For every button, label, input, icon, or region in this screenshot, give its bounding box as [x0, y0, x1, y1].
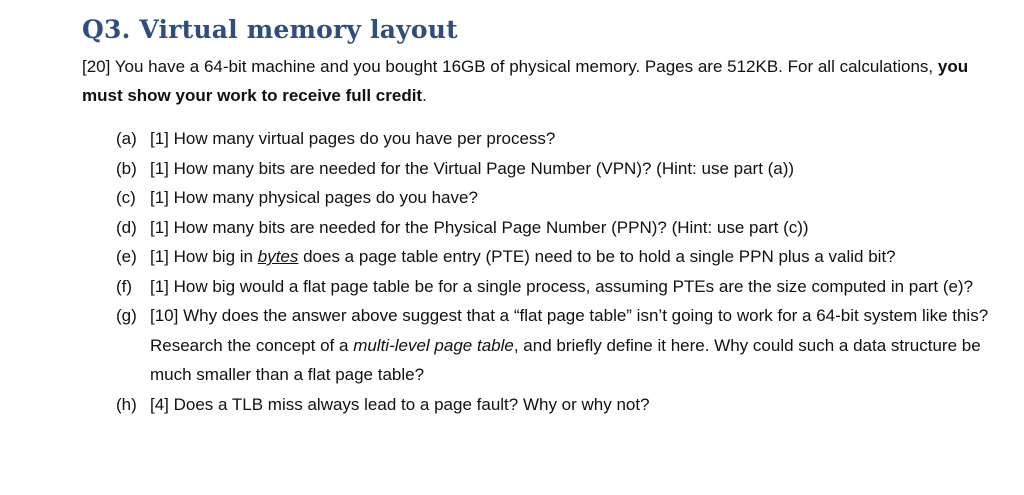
- part-text-emphasis: multi-level page table: [353, 335, 514, 355]
- intro-lead-text: [20] You have a 64-bit machine and you bought 16GB of physical memory. Pages are 512KB. For all calculations,: [82, 57, 938, 76]
- part-text-post: does a page table entry (PTE) need to be to hold a single PPN plus a valid bit?: [298, 247, 896, 266]
- part-text-pre: [1] How big in: [150, 247, 258, 266]
- part-text: [4] Does a TLB miss always lead to a page fault? Why or why not?: [150, 394, 650, 414]
- question-part-g: [116, 301, 996, 390]
- part-letter: (h): [116, 394, 137, 414]
- part-letter: (d): [116, 217, 137, 237]
- part-text: [1] How many bits are needed for the Virtual Page Number (VPN)? (Hint: use part (a)): [150, 158, 795, 178]
- part-letter: (e): [116, 247, 137, 266]
- part-text: [1] How many bits are needed for the Physical Page Number (PPN)? (Hint: use part (c)): [150, 217, 809, 237]
- part-text: [1] How many physical pages do you have?: [150, 188, 478, 207]
- intro-bold-text: you must show your work to receive full credit: [82, 57, 969, 105]
- part-letter: (f): [116, 276, 133, 296]
- question-part-b: [116, 154, 996, 184]
- part-text-post: , and briefly define it here. Why could such a data structure be much smaller than a flat page table?: [150, 335, 981, 384]
- question-heading: Q3. Virtual memory layout: [82, 15, 458, 44]
- question-intro: [82, 52, 982, 110]
- part-letter: (b): [116, 158, 137, 178]
- part-text-pre: [10] Why does the answer above suggest that a “flat page table” isn’t going to work for a 64-bit system like this? Research the concept of a: [150, 306, 989, 355]
- part-text: [1] How big would a flat page table be for a single process, assuming PTEs are the size computed in part (e)?: [150, 276, 974, 296]
- question-part-a: [116, 124, 996, 154]
- part-text: [1] How many virtual pages do you have per process?: [150, 129, 556, 148]
- part-text: [150, 242, 996, 272]
- intro-tail-text: .: [422, 86, 427, 105]
- question-part-h: [116, 390, 996, 420]
- question-parts-list: [116, 124, 996, 419]
- part-letter: (a): [116, 129, 137, 148]
- question-part-d: [116, 213, 996, 243]
- part-text: [150, 301, 996, 390]
- part-text-emphasis: bytes: [257, 247, 299, 266]
- part-letter: (c): [116, 188, 136, 207]
- part-letter: (g): [116, 306, 137, 325]
- question-part-e: [116, 242, 996, 272]
- question-part-c: [116, 183, 996, 213]
- question-part-f: [116, 272, 996, 302]
